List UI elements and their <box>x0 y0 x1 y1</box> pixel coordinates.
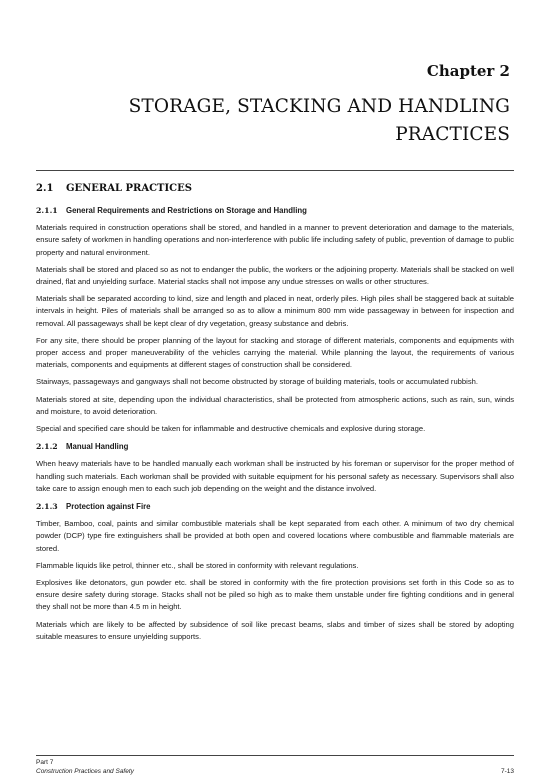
paragraph: Materials shall be separated according to kind, size and length and placed in neat, orderly piles. High piles shall be staggered back at suitable intervals in height. Piles of materials shall be arranged so as to allow a minimum 800 mm wide passageway in between for inspection and removal. All passageways shall be kept clear of dry vegetation, greasy substance and debris. <box>36 294 514 328</box>
paragraph: Materials shall be stored and placed so as not to endanger the public, the workers or the adjoining property. Materials shall be stacked on well drained, flat and unyielding surface. Material stacks shall not impose any undue stresses on walls or other structures. <box>36 264 514 287</box>
chapter-title-line-1: STORAGE, STACKING AND HANDLING <box>128 96 510 117</box>
subsection-title: Protection against Fire <box>66 502 151 512</box>
subsection-title: Manual Handling <box>66 442 129 452</box>
paragraph: Special and specified care should be taken for inflammable and destructive chemicals and explosive during storage. <box>36 424 426 434</box>
subsection-number: 2.1.3 <box>36 502 58 512</box>
paragraph: When heavy materials have to be handled manually each workman shall be instructed by his foreman or supervisor for the proper method of handling such materials. Each workman shall be provided with suitable equipment for his personal safety as necessary. Supervisors shall also take care to assign enough men to each such job depending on the weight and the distance involved. <box>36 459 514 493</box>
footer-book-title: Construction Practices and Safety <box>36 768 134 775</box>
footer-left <box>36 758 134 776</box>
footer-divider <box>36 755 514 756</box>
section-title: GENERAL PRACTICES <box>66 183 192 194</box>
footer-part: Part 7 <box>36 759 54 766</box>
paragraph: Materials stored at site, depending upon the individual characteristics, shall be protected from atmospheric actions, such as rain, sun, winds and moisture, to avoid deterioration. <box>36 394 514 416</box>
chapter-title-line-2: PRACTICES <box>395 124 510 145</box>
paragraph: For any site, there should be proper planning of the layout for stacking and storage of different materials, components and equipments with proper access and proper maneuverability of the vehicles carrying the material. While planning the layout, the requirements of various materials, components and equipments at different stages of construction shall be considered. <box>36 335 514 370</box>
subsection-heading <box>36 501 514 513</box>
subsection-heading <box>36 441 514 453</box>
paragraph: Stairways, passageways and gangways shall not become obstructed by storage of building materials, tools or accumulated rubbish. <box>36 377 478 387</box>
paragraph: Flammable liquids like petrol, thinner etc., shall be stored in conformity with relevant regulations. <box>36 560 359 570</box>
subsection-number: 2.1.1 <box>36 206 58 215</box>
paragraph: Materials which are likely to be affected by subsidence of soil like precast beams, slabs and timber of sizes shall be stored by adopting suitable measures to ensure unyielding supports. <box>36 619 514 641</box>
document-body <box>36 205 514 648</box>
subsection-title: General Requirements and Restrictions on Storage and Handling <box>66 206 307 215</box>
paragraph: Timber, Bamboo, coal, paints and similar combustible materials shall be kept separated from each other. A minimum of two dry chemical powder (DCP) type fire extinguishers shall be provided at both open and covered locations where combustible and flammable materials are stored. <box>36 519 514 553</box>
section-heading <box>36 183 192 194</box>
page-number: 7-13 <box>500 768 514 775</box>
chapter-label: Chapter 2 <box>426 62 510 80</box>
paragraph: Explosives like detonators, gun powder etc. shall be stored in conformity with the fire protection provisions set forth in this Code so as to ensure desire safety during storage. Stacks shall not be piled so high as to make them unstable under fire fighting conditions and in general they shall not be more than 4.5 m in height. <box>36 578 514 612</box>
chapter-title <box>40 93 510 149</box>
subsection-number: 2.1.2 <box>36 442 58 452</box>
subsection-heading <box>36 205 514 217</box>
header-divider <box>36 170 514 171</box>
section-number: 2.1 <box>36 183 54 194</box>
paragraph: Materials required in construction operations shall be stored, and handled in a manner to prevent deterioration and damage to the materials, ensure safety of workmen in handling operations and non-interference with public life including safety of public, prevention of damage to public property and natural environment. <box>36 223 514 257</box>
